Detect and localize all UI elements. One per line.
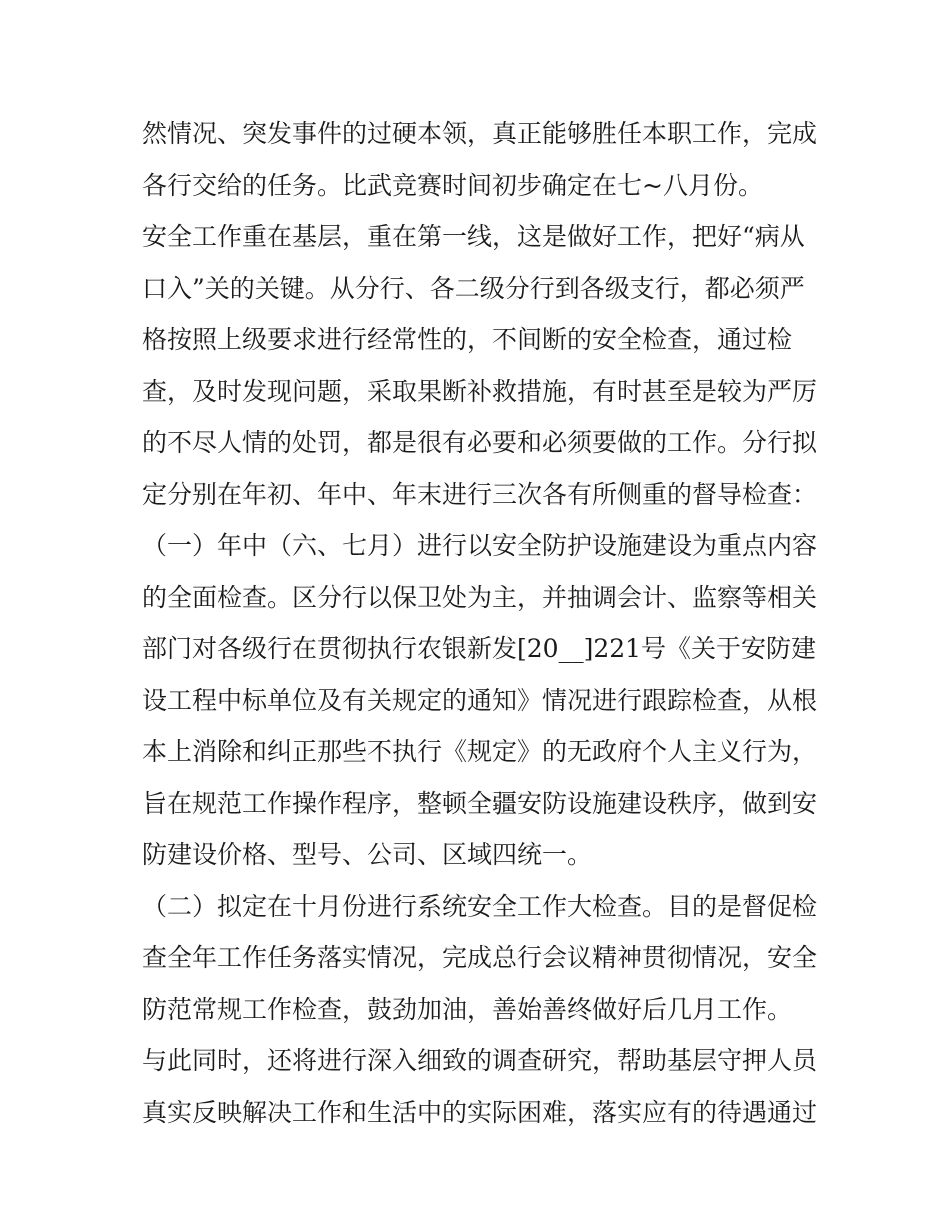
text-line: 口入”关的关键。从分行、各二级分行到各级支行，都必须严 xyxy=(142,273,805,303)
text-line: 防范常规工作检查，鼓劲加油，善始善终做好后几月工作。 xyxy=(142,994,793,1024)
document-body xyxy=(142,108,822,1138)
text-line: （一）年中（六、七月）进行以安全防护设施建设为重点内容 xyxy=(142,531,818,560)
text-line: 格按照上级要求进行经常性的，不间断的安全检查，通过检 xyxy=(142,325,793,354)
text-line: 与此同时，还将进行深入细致的调查研究，帮助基层守押人员 xyxy=(142,1046,818,1075)
text-line: 安全工作重在基层，重在第一线，这是做好工作，把好“病从 xyxy=(142,222,805,251)
text-line: （二）拟定在十月份进行系统安全工作大检查。目的是督促检 xyxy=(142,891,818,921)
text-line: 防建设价格、型号、公司、区域四统一。 xyxy=(142,840,593,869)
text-line: 查全年工作任务落实情况，完成总行会议精神贯彻情况，安全 xyxy=(142,943,818,972)
text-line: 部门对各级行在贯彻执行农银新发[20__]221号《关于安防建 xyxy=(142,634,817,663)
text-line: 定分别在年初、年中、年末进行三次各有所侧重的督导检查： xyxy=(142,479,818,509)
text-line: 旨在规范工作操作程序，整顿全疆安防设施建设秩序，做到安 xyxy=(142,788,818,818)
text-line: 的全面检查。区分行以保卫处为主，并抽调会计、监察等相关 xyxy=(142,582,818,612)
text-line: 查，及时发现问题，采取果断补救措施，有时甚至是较为严厉 xyxy=(142,376,818,406)
text-line: 真实反映解决工作和生活中的实际困难，落实应有的待遇通过 xyxy=(142,1097,818,1127)
text-line: 然情况、突发事件的过硬本领，真正能够胜任本职工作，完成 xyxy=(142,119,818,148)
text-line: 的不尽人情的处罚，都是很有必要和必须要做的工作。分行拟 xyxy=(142,428,818,457)
text-line: 本上消除和纠正那些不执行《规定》的无政府个人主义行为， xyxy=(142,737,818,766)
text-line: 各行交给的任务。比武竞赛时间初步确定在七~八月份。 xyxy=(142,170,763,200)
text-line: 设工程中标单位及有关规定的通知》情况进行跟踪检查，从根 xyxy=(142,685,818,715)
